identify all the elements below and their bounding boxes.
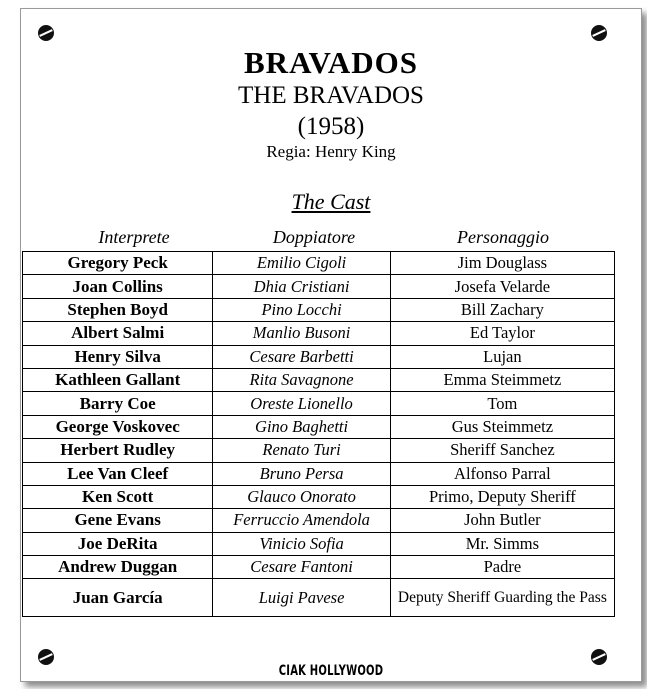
character-name: Padre <box>390 556 614 579</box>
character-name: Mr. Simms <box>390 532 614 555</box>
voice-actor: Ferruccio Amendola <box>213 509 390 532</box>
actor-name: Kathleen Gallant <box>23 368 213 391</box>
actor-name: Andrew Duggan <box>23 556 213 579</box>
character-name: Bill Zachary <box>390 298 614 321</box>
table-row <box>23 275 615 298</box>
table-row <box>23 415 615 438</box>
column-header-doppiatore: Doppiatore <box>272 227 356 247</box>
character-name: Ed Taylor <box>390 322 614 345</box>
table-row <box>23 509 615 532</box>
actor-name: Henry Silva <box>23 345 213 368</box>
original-title: THE BRAVADOS <box>238 82 424 109</box>
voice-actor: Vinicio Sofia <box>213 532 390 555</box>
column-header-interprete: Interprete <box>98 227 170 247</box>
director-credit: Regia: Henry King <box>266 142 396 161</box>
voice-actor: Rita Savagnone <box>213 368 390 391</box>
table-row <box>23 556 615 579</box>
table-row <box>23 485 615 508</box>
actor-name: Gene Evans <box>23 509 213 532</box>
table-row <box>23 322 615 345</box>
table-row <box>23 368 615 391</box>
table-row <box>23 252 615 275</box>
page-title: BRAVADOS <box>244 45 418 80</box>
voice-actor: Gino Baghetti <box>213 415 390 438</box>
table-row <box>23 462 615 485</box>
character-name: Gus Steimmetz <box>390 415 614 438</box>
column-header-personaggio: Personaggio <box>457 227 549 247</box>
voice-actor: Manlio Busoni <box>213 322 390 345</box>
plaque <box>20 8 642 682</box>
voice-actor: Oreste Lionello <box>213 392 390 415</box>
actor-name: Stephen Boyd <box>23 298 213 321</box>
screw-icon <box>38 25 54 41</box>
actor-name: George Voskovec <box>23 415 213 438</box>
table-row <box>23 579 615 617</box>
actor-name: Ken Scott <box>23 485 213 508</box>
logo-text: CIAK HOLLYWOOD <box>278 663 384 680</box>
brand-logo <box>21 661 641 679</box>
table-row <box>23 392 615 415</box>
actor-name: Albert Salmi <box>23 322 213 345</box>
character-name: Sheriff Sanchez <box>390 439 614 462</box>
character-name: Josefa Velarde <box>390 275 614 298</box>
character-name: John Butler <box>390 509 614 532</box>
voice-actor: Cesare Barbetti <box>213 345 390 368</box>
character-name: Alfonso Parral <box>390 462 614 485</box>
character-name: Primo, Deputy Sheriff <box>390 485 614 508</box>
actor-name: Barry Coe <box>23 392 213 415</box>
character-name: Emma Steimmetz <box>390 368 614 391</box>
voice-actor: Glauco Onorato <box>213 485 390 508</box>
actor-name: Juan García <box>23 579 213 617</box>
voice-actor: Cesare Fantoni <box>213 556 390 579</box>
actor-name: Joe DeRita <box>23 532 213 555</box>
table-row <box>23 532 615 555</box>
release-year: (1958) <box>297 113 365 140</box>
actor-name: Lee Van Cleef <box>23 462 213 485</box>
cast-table <box>22 251 615 617</box>
voice-actor: Pino Locchi <box>213 298 390 321</box>
character-name: Jim Douglass <box>390 252 614 275</box>
actor-name: Gregory Peck <box>23 252 213 275</box>
actor-name: Joan Collins <box>23 275 213 298</box>
character-name: Lujan <box>390 345 614 368</box>
voice-actor: Luigi Pavese <box>213 579 390 617</box>
voice-actor: Renato Turi <box>213 439 390 462</box>
screw-icon <box>591 25 607 41</box>
actor-name: Herbert Rudley <box>23 439 213 462</box>
table-row <box>23 345 615 368</box>
voice-actor: Bruno Persa <box>213 462 390 485</box>
voice-actor: Emilio Cigoli <box>213 252 390 275</box>
table-row <box>23 298 615 321</box>
voice-actor: Dhia Cristiani <box>213 275 390 298</box>
cast-heading: The Cast <box>291 189 371 214</box>
table-row <box>23 439 615 462</box>
character-name: Deputy Sheriff Guarding the Pass <box>390 579 614 617</box>
character-name: Tom <box>390 392 614 415</box>
